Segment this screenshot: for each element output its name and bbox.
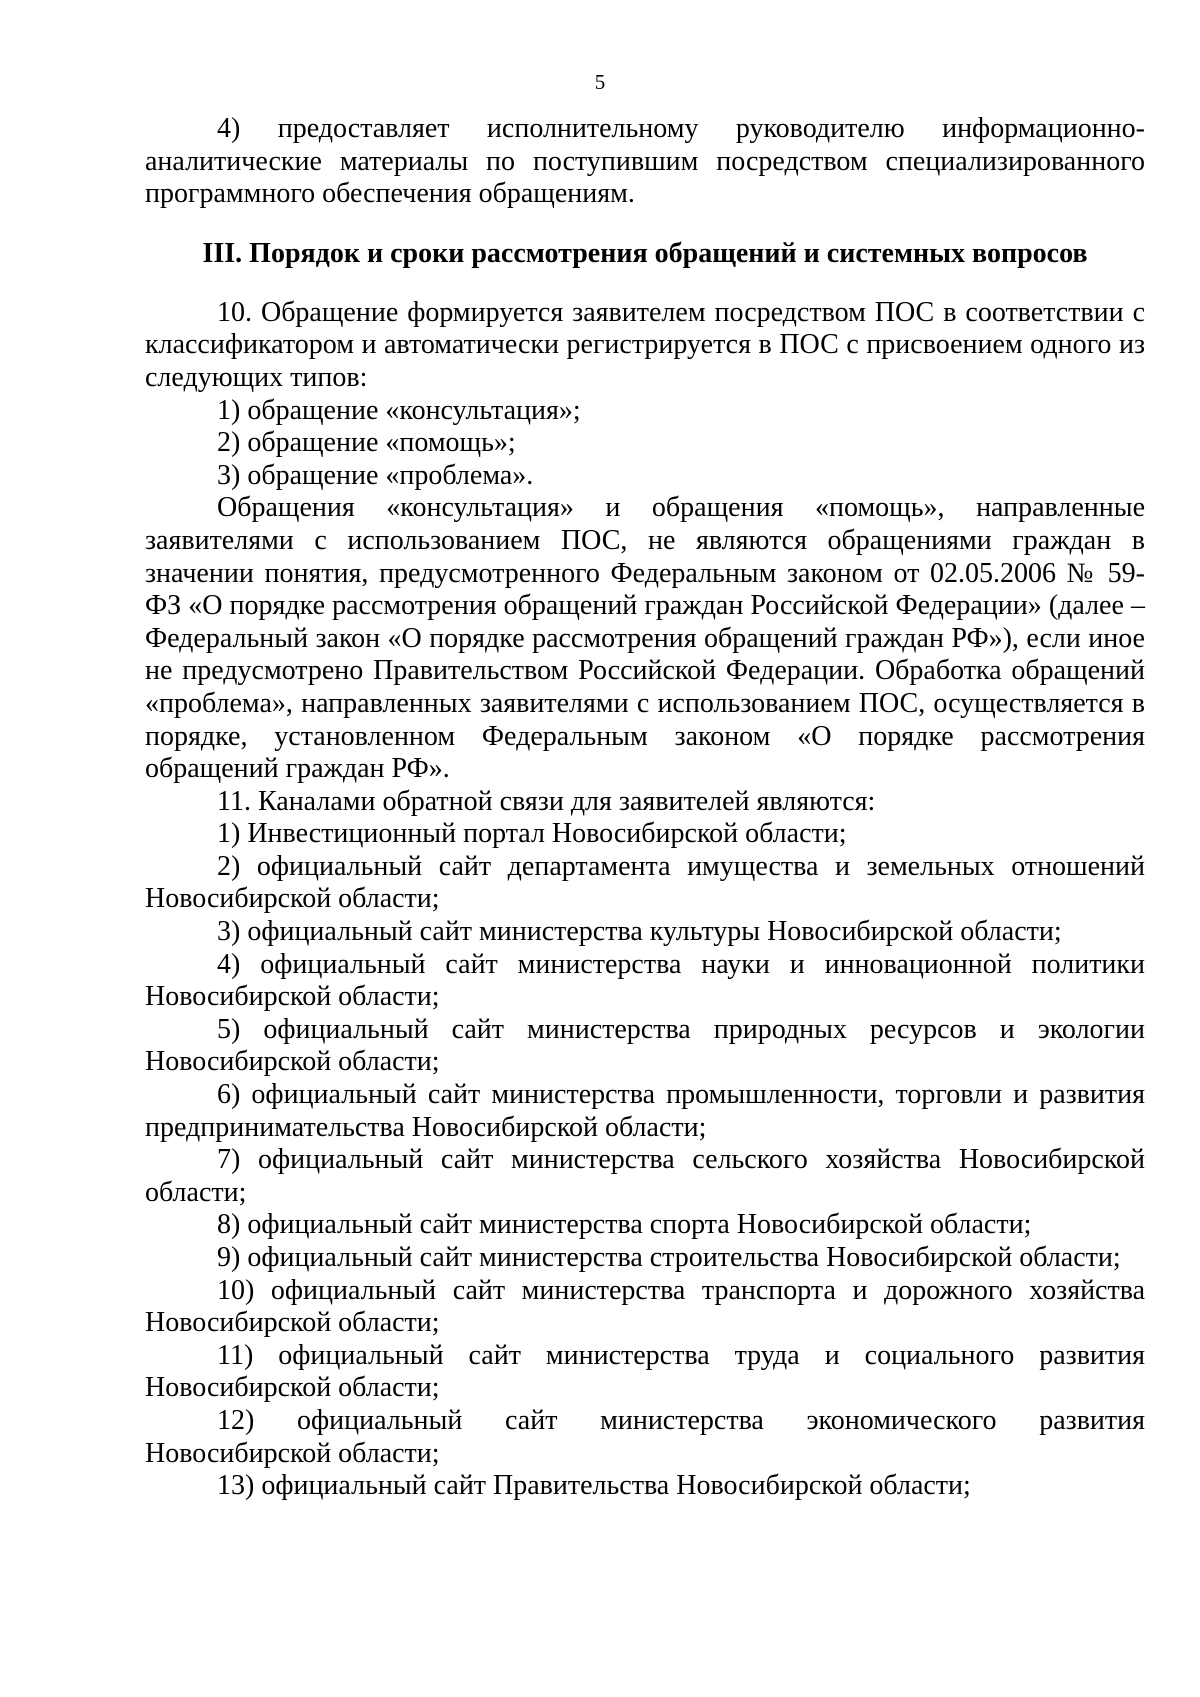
paragraph-appeals-explanation: Обращения «консультация» и обращения «помощь», направленные заявителями с использованием ПОС, не являются обращениями граждан в значении понятия, предусмотренного Федеральным законом от 02.05.2006 № 59-ФЗ «О порядке рассмотрения обращений граждан Российской Федерации» (далее – Федеральный закон «О порядке рассмотрения обращений граждан РФ»), если иное не предусмотрено Правительством Российской Федерации. Обработка обращений «проблема», направленных заявителями с использованием ПОС, осуществляется в порядке, установленном Федеральным законом «О порядке рассмотрения обращений граждан РФ».: [145, 492, 1145, 785]
channel-item-11: 11) официальный сайт министерства труда и социального развития Новосибирской области;: [145, 1339, 1145, 1404]
channel-item-7: 7) официальный сайт министерства сельского хозяйства Новосибирской области;: [145, 1144, 1145, 1208]
paragraph-11: 11. Каналами обратной связи для заявителей являются:: [217, 785, 876, 817]
list-item-consultation: 1) обращение «консультация»;: [217, 394, 581, 426]
channel-item-2: 2) официальный сайт департамента имущества и земельных отношений Новосибирской области;: [145, 850, 1145, 915]
page-number: 5: [594, 70, 606, 94]
channel-item-6: 6) официальный сайт министерства промышленности, торговли и развития предпринимательства Новосибирской области;: [145, 1079, 1145, 1143]
document-body: [145, 113, 1145, 1503]
paragraph-10: 10. Обращение формируется заявителем посредством ПОС в соответствии с классификатором и автоматически регистрируется в ПОС с присвоением одного из следующих типов:: [145, 296, 1145, 393]
list-item-help: 2) обращение «помощь»;: [217, 427, 516, 459]
channel-item-1: 1) Инвестиционный портал Новосибирской области;: [217, 818, 847, 850]
channel-item-9: 9) официальный сайт министерства строительства Новосибирской области;: [217, 1242, 1121, 1273]
channel-item-5: 5) официальный сайт министерства природных ресурсов и экологии Новосибирской области;: [145, 1013, 1145, 1078]
list-item-problem: 3) обращение «проблема».: [217, 459, 534, 491]
channel-item-8: 8) официальный сайт министерства спорта Новосибирской области;: [217, 1209, 1032, 1241]
channel-item-3: 3) официальный сайт министерства культуры Новосибирской области;: [217, 916, 1062, 948]
channel-item-13: 13) официальный сайт Правительства Новосибирской области;: [217, 1470, 971, 1502]
channel-item-4: 4) официальный сайт министерства науки и инновационной политики Новосибирской области;: [145, 948, 1145, 1013]
channel-item-10: 10) официальный сайт министерства транспорта и дорожного хозяйства Новосибирской области;: [145, 1274, 1145, 1339]
section-heading: III. Порядок и сроки рассмотрения обращений и системных вопросов: [202, 237, 1088, 269]
paragraph-item-4: 4) предоставляет исполнительному руководителю информационно-аналитические материалы по поступившим посредством специализированного программного обеспечения обращениям.: [145, 113, 1145, 210]
channel-item-12: 12) официальный сайт министерства экономического развития Новосибирской области;: [145, 1404, 1145, 1469]
